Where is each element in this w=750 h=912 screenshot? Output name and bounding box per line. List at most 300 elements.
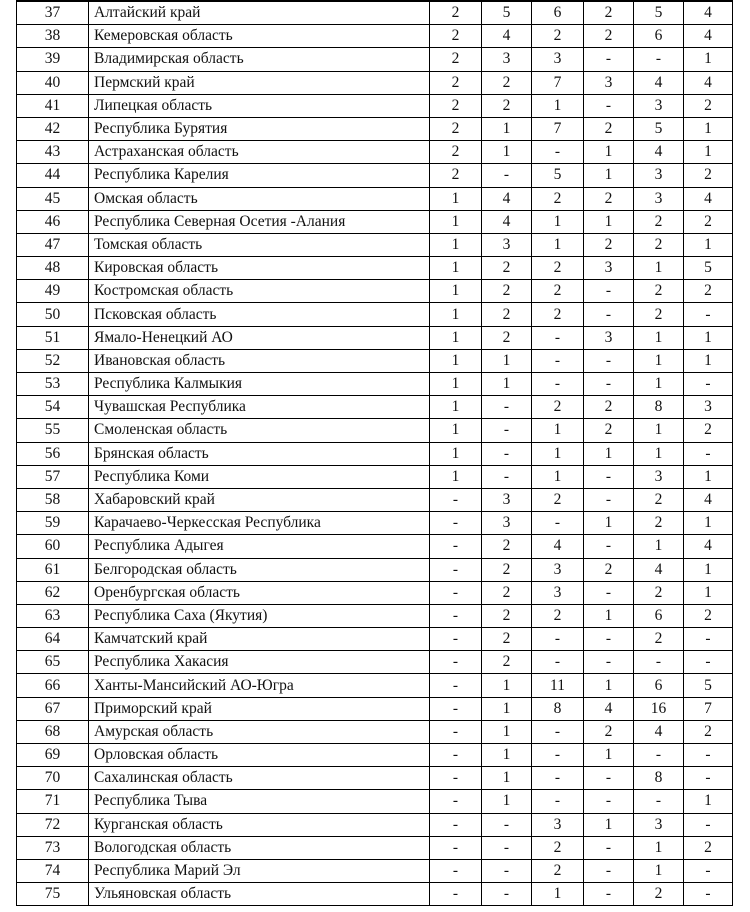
value-cell-2: 2	[482, 535, 532, 558]
value-cell-3: 1	[532, 210, 584, 233]
value-cell-4: -	[584, 628, 634, 651]
value-cell-6: 1	[684, 512, 733, 535]
value-cell-1: 1	[430, 280, 482, 303]
value-cell-5: 1	[634, 859, 684, 882]
value-cell-1: 2	[430, 164, 482, 187]
value-cell-6: 2	[684, 604, 733, 627]
row-number: 45	[17, 187, 89, 210]
value-cell-6: 1	[684, 558, 733, 581]
row-number: 53	[17, 373, 89, 396]
region-name: Сахалинская область	[89, 767, 430, 790]
value-cell-6: 1	[684, 117, 733, 140]
value-cell-2: 2	[482, 71, 532, 94]
value-cell-2: -	[482, 164, 532, 187]
table-row	[17, 535, 733, 558]
value-cell-2: 2	[482, 280, 532, 303]
value-cell-6: 4	[684, 71, 733, 94]
row-number: 65	[17, 651, 89, 674]
value-cell-2: 3	[482, 512, 532, 535]
value-cell-5: 2	[634, 883, 684, 906]
region-name: Республика Адыгея	[89, 535, 430, 558]
table-row	[17, 48, 733, 71]
value-cell-1: 1	[430, 419, 482, 442]
value-cell-2: 4	[482, 187, 532, 210]
table-row	[17, 349, 733, 372]
value-cell-6: -	[684, 442, 733, 465]
value-cell-6: 4	[684, 25, 733, 48]
value-cell-1: 2	[430, 1, 482, 25]
value-cell-5: 3	[634, 164, 684, 187]
table-row	[17, 25, 733, 48]
region-name: Республика Северная Осетия -Алания	[89, 210, 430, 233]
value-cell-3: 2	[532, 836, 584, 859]
table-row	[17, 419, 733, 442]
region-name: Кемеровская область	[89, 25, 430, 48]
region-name: Амурская область	[89, 720, 430, 743]
value-cell-5: 2	[634, 233, 684, 256]
table-row	[17, 488, 733, 511]
region-name: Республика Марий Эл	[89, 859, 430, 882]
value-cell-5: 4	[634, 141, 684, 164]
region-name: Смоленская область	[89, 419, 430, 442]
value-cell-3: 4	[532, 535, 584, 558]
value-cell-4: 1	[584, 604, 634, 627]
table-row	[17, 210, 733, 233]
region-name: Республика Саха (Якутия)	[89, 604, 430, 627]
value-cell-5: 5	[634, 1, 684, 25]
value-cell-3: 7	[532, 71, 584, 94]
value-cell-3: -	[532, 326, 584, 349]
value-cell-1: -	[430, 744, 482, 767]
value-cell-4: -	[584, 535, 634, 558]
value-cell-4: -	[584, 48, 634, 71]
region-name: Приморский край	[89, 697, 430, 720]
row-number: 59	[17, 512, 89, 535]
value-cell-2: 1	[482, 767, 532, 790]
row-number: 48	[17, 257, 89, 280]
value-cell-1: -	[430, 767, 482, 790]
value-cell-5: 4	[634, 558, 684, 581]
value-cell-3: 3	[532, 581, 584, 604]
value-cell-4: -	[584, 883, 634, 906]
value-cell-5: 6	[634, 674, 684, 697]
value-cell-2: -	[482, 813, 532, 836]
value-cell-5: 1	[634, 419, 684, 442]
value-cell-6: 4	[684, 488, 733, 511]
row-number: 41	[17, 94, 89, 117]
value-cell-2: -	[482, 465, 532, 488]
table-row	[17, 326, 733, 349]
value-cell-1: -	[430, 581, 482, 604]
row-number: 67	[17, 697, 89, 720]
value-cell-5: 1	[634, 442, 684, 465]
row-number: 56	[17, 442, 89, 465]
value-cell-1: -	[430, 628, 482, 651]
value-cell-3: -	[532, 744, 584, 767]
value-cell-6: 1	[684, 581, 733, 604]
value-cell-6: 4	[684, 1, 733, 25]
value-cell-6: -	[684, 628, 733, 651]
value-cell-4: 2	[584, 1, 634, 25]
value-cell-6: 2	[684, 280, 733, 303]
value-cell-5: -	[634, 744, 684, 767]
value-cell-1: 2	[430, 71, 482, 94]
row-number: 64	[17, 628, 89, 651]
value-cell-3: 5	[532, 164, 584, 187]
value-cell-6: 4	[684, 535, 733, 558]
table-row	[17, 187, 733, 210]
value-cell-4: 2	[584, 419, 634, 442]
value-cell-2: -	[482, 883, 532, 906]
value-cell-5: -	[634, 48, 684, 71]
value-cell-6: -	[684, 767, 733, 790]
value-cell-4: -	[584, 373, 634, 396]
value-cell-3: 7	[532, 117, 584, 140]
value-cell-3: -	[532, 628, 584, 651]
value-cell-3: -	[532, 373, 584, 396]
row-number: 47	[17, 233, 89, 256]
value-cell-1: -	[430, 558, 482, 581]
value-cell-5: 4	[634, 71, 684, 94]
value-cell-5: 1	[634, 326, 684, 349]
region-name: Кировская область	[89, 257, 430, 280]
value-cell-4: -	[584, 349, 634, 372]
region-name: Брянская область	[89, 442, 430, 465]
table-row	[17, 836, 733, 859]
value-cell-2: 5	[482, 1, 532, 25]
value-cell-3: 2	[532, 303, 584, 326]
value-cell-6: 2	[684, 419, 733, 442]
value-cell-5: 2	[634, 512, 684, 535]
table-row	[17, 813, 733, 836]
region-name: Пермский край	[89, 71, 430, 94]
value-cell-4: 3	[584, 257, 634, 280]
value-cell-5: 2	[634, 628, 684, 651]
value-cell-4: 4	[584, 697, 634, 720]
data-table	[16, 0, 733, 906]
table-row	[17, 744, 733, 767]
value-cell-1: -	[430, 836, 482, 859]
value-cell-4: 3	[584, 326, 634, 349]
region-name: Оренбургская область	[89, 581, 430, 604]
value-cell-1: 2	[430, 25, 482, 48]
region-name: Владимирская область	[89, 48, 430, 71]
table-row	[17, 233, 733, 256]
value-cell-2: 3	[482, 233, 532, 256]
value-cell-2: 2	[482, 94, 532, 117]
row-number: 46	[17, 210, 89, 233]
row-number: 71	[17, 790, 89, 813]
table-row	[17, 396, 733, 419]
value-cell-2: 1	[482, 790, 532, 813]
value-cell-6: 5	[684, 674, 733, 697]
value-cell-3: 3	[532, 558, 584, 581]
value-cell-4: -	[584, 94, 634, 117]
row-number: 68	[17, 720, 89, 743]
value-cell-3: 1	[532, 465, 584, 488]
value-cell-4: -	[584, 488, 634, 511]
row-number: 58	[17, 488, 89, 511]
value-cell-5: 3	[634, 94, 684, 117]
row-number: 37	[17, 1, 89, 25]
value-cell-6: 3	[684, 396, 733, 419]
value-cell-6: -	[684, 883, 733, 906]
value-cell-6: 1	[684, 141, 733, 164]
value-cell-4: -	[584, 303, 634, 326]
value-cell-5: 6	[634, 604, 684, 627]
value-cell-6: 2	[684, 94, 733, 117]
value-cell-2: 4	[482, 210, 532, 233]
value-cell-3: -	[532, 141, 584, 164]
value-cell-4: -	[584, 859, 634, 882]
value-cell-3: 2	[532, 25, 584, 48]
value-cell-4: 2	[584, 720, 634, 743]
value-cell-6: 7	[684, 697, 733, 720]
value-cell-6: -	[684, 813, 733, 836]
value-cell-5: 8	[634, 767, 684, 790]
value-cell-3: 6	[532, 1, 584, 25]
value-cell-3: 1	[532, 94, 584, 117]
value-cell-5: 1	[634, 349, 684, 372]
region-name: Омская область	[89, 187, 430, 210]
region-name: Курганская область	[89, 813, 430, 836]
value-cell-6: 1	[684, 349, 733, 372]
value-cell-2: 3	[482, 48, 532, 71]
value-cell-2: 1	[482, 141, 532, 164]
row-number: 60	[17, 535, 89, 558]
table-row	[17, 859, 733, 882]
table-row	[17, 164, 733, 187]
value-cell-5: 3	[634, 465, 684, 488]
value-cell-6: 4	[684, 187, 733, 210]
row-number: 57	[17, 465, 89, 488]
value-cell-2: 4	[482, 25, 532, 48]
row-number: 73	[17, 836, 89, 859]
value-cell-3: 2	[532, 280, 584, 303]
value-cell-2: -	[482, 836, 532, 859]
value-cell-3: 2	[532, 488, 584, 511]
value-cell-6: 1	[684, 465, 733, 488]
value-cell-4: -	[584, 465, 634, 488]
region-name: Ханты-Мансийский АО-Югра	[89, 674, 430, 697]
value-cell-2: -	[482, 419, 532, 442]
value-cell-4: 1	[584, 813, 634, 836]
value-cell-2: 2	[482, 604, 532, 627]
table-row	[17, 767, 733, 790]
value-cell-3: -	[532, 651, 584, 674]
region-name: Томская область	[89, 233, 430, 256]
region-name: Камчатский край	[89, 628, 430, 651]
value-cell-5: 6	[634, 25, 684, 48]
row-number: 70	[17, 767, 89, 790]
table-row	[17, 581, 733, 604]
row-number: 51	[17, 326, 89, 349]
value-cell-2: 1	[482, 349, 532, 372]
table-row	[17, 141, 733, 164]
value-cell-6: 5	[684, 257, 733, 280]
row-number: 50	[17, 303, 89, 326]
row-number: 44	[17, 164, 89, 187]
row-number: 38	[17, 25, 89, 48]
value-cell-1: 1	[430, 396, 482, 419]
region-name: Хабаровский край	[89, 488, 430, 511]
value-cell-4: 2	[584, 187, 634, 210]
region-name: Псковская область	[89, 303, 430, 326]
value-cell-3: -	[532, 720, 584, 743]
value-cell-1: 1	[430, 465, 482, 488]
value-cell-6: 2	[684, 210, 733, 233]
row-number: 49	[17, 280, 89, 303]
table-row	[17, 651, 733, 674]
row-number: 74	[17, 859, 89, 882]
value-cell-2: 1	[482, 697, 532, 720]
row-number: 63	[17, 604, 89, 627]
value-cell-1: -	[430, 697, 482, 720]
value-cell-1: 1	[430, 326, 482, 349]
table-row	[17, 674, 733, 697]
value-cell-4: 1	[584, 210, 634, 233]
table-row	[17, 117, 733, 140]
value-cell-6: -	[684, 859, 733, 882]
value-cell-4: 1	[584, 141, 634, 164]
value-cell-4: 2	[584, 233, 634, 256]
value-cell-5: 1	[634, 836, 684, 859]
value-cell-3: -	[532, 767, 584, 790]
table-row	[17, 94, 733, 117]
value-cell-2: -	[482, 442, 532, 465]
value-cell-5: -	[634, 651, 684, 674]
value-cell-5: -	[634, 790, 684, 813]
value-cell-1: -	[430, 720, 482, 743]
region-name: Республика Карелия	[89, 164, 430, 187]
value-cell-6: -	[684, 373, 733, 396]
value-cell-5: 8	[634, 396, 684, 419]
region-name: Ямало-Ненецкий АО	[89, 326, 430, 349]
row-number: 42	[17, 117, 89, 140]
value-cell-1: -	[430, 512, 482, 535]
value-cell-3: 1	[532, 883, 584, 906]
value-cell-6: 2	[684, 836, 733, 859]
value-cell-6: 1	[684, 233, 733, 256]
value-cell-5: 1	[634, 373, 684, 396]
value-cell-2: 2	[482, 558, 532, 581]
value-cell-1: -	[430, 651, 482, 674]
value-cell-4: 1	[584, 674, 634, 697]
value-cell-2: 2	[482, 628, 532, 651]
table-row	[17, 373, 733, 396]
value-cell-4: -	[584, 767, 634, 790]
value-cell-1: 1	[430, 373, 482, 396]
value-cell-5: 2	[634, 581, 684, 604]
value-cell-6: -	[684, 303, 733, 326]
region-name: Республика Тыва	[89, 790, 430, 813]
value-cell-1: -	[430, 604, 482, 627]
value-cell-2: 2	[482, 581, 532, 604]
value-cell-2: 2	[482, 257, 532, 280]
value-cell-2: 2	[482, 651, 532, 674]
value-cell-6: 1	[684, 790, 733, 813]
region-name: Ивановская область	[89, 349, 430, 372]
value-cell-1: -	[430, 790, 482, 813]
value-cell-2: 2	[482, 326, 532, 349]
value-cell-2: 1	[482, 373, 532, 396]
value-cell-1: 2	[430, 94, 482, 117]
value-cell-2: -	[482, 859, 532, 882]
value-cell-1: 1	[430, 349, 482, 372]
table-row	[17, 257, 733, 280]
value-cell-2: 1	[482, 720, 532, 743]
region-name: Вологодская область	[89, 836, 430, 859]
value-cell-6: -	[684, 744, 733, 767]
region-name: Белгородская область	[89, 558, 430, 581]
value-cell-3: -	[532, 349, 584, 372]
value-cell-3: 3	[532, 813, 584, 836]
row-number: 75	[17, 883, 89, 906]
value-cell-1: -	[430, 883, 482, 906]
row-number: 62	[17, 581, 89, 604]
row-number: 69	[17, 744, 89, 767]
table-row	[17, 558, 733, 581]
value-cell-1: -	[430, 674, 482, 697]
value-cell-2: 3	[482, 488, 532, 511]
value-cell-1: 1	[430, 303, 482, 326]
value-cell-4: 2	[584, 25, 634, 48]
table-row	[17, 604, 733, 627]
value-cell-3: 2	[532, 859, 584, 882]
table-row	[17, 883, 733, 906]
value-cell-4: 1	[584, 442, 634, 465]
value-cell-2: 2	[482, 303, 532, 326]
value-cell-1: 1	[430, 257, 482, 280]
value-cell-4: -	[584, 581, 634, 604]
value-cell-4: -	[584, 836, 634, 859]
region-name: Ульяновская область	[89, 883, 430, 906]
table-row	[17, 303, 733, 326]
value-cell-5: 1	[634, 257, 684, 280]
row-number: 43	[17, 141, 89, 164]
value-cell-3: -	[532, 512, 584, 535]
value-cell-5: 4	[634, 720, 684, 743]
region-name: Алтайский край	[89, 1, 430, 25]
value-cell-1: 1	[430, 210, 482, 233]
value-cell-6: 1	[684, 48, 733, 71]
value-cell-2: 1	[482, 117, 532, 140]
table-row	[17, 465, 733, 488]
table-row	[17, 280, 733, 303]
value-cell-3: 2	[532, 187, 584, 210]
value-cell-4: 2	[584, 117, 634, 140]
value-cell-4: 3	[584, 71, 634, 94]
row-number: 52	[17, 349, 89, 372]
region-name: Республика Коми	[89, 465, 430, 488]
table-row	[17, 790, 733, 813]
value-cell-5: 2	[634, 210, 684, 233]
value-cell-1: -	[430, 488, 482, 511]
value-cell-1: -	[430, 535, 482, 558]
value-cell-5: 2	[634, 488, 684, 511]
table-row	[17, 628, 733, 651]
value-cell-4: -	[584, 790, 634, 813]
value-cell-1: 2	[430, 48, 482, 71]
table-row	[17, 442, 733, 465]
table-row	[17, 720, 733, 743]
row-number: 54	[17, 396, 89, 419]
region-name: Костромская область	[89, 280, 430, 303]
value-cell-3: 2	[532, 604, 584, 627]
value-cell-6: 2	[684, 720, 733, 743]
value-cell-4: -	[584, 280, 634, 303]
region-name: Республика Калмыкия	[89, 373, 430, 396]
